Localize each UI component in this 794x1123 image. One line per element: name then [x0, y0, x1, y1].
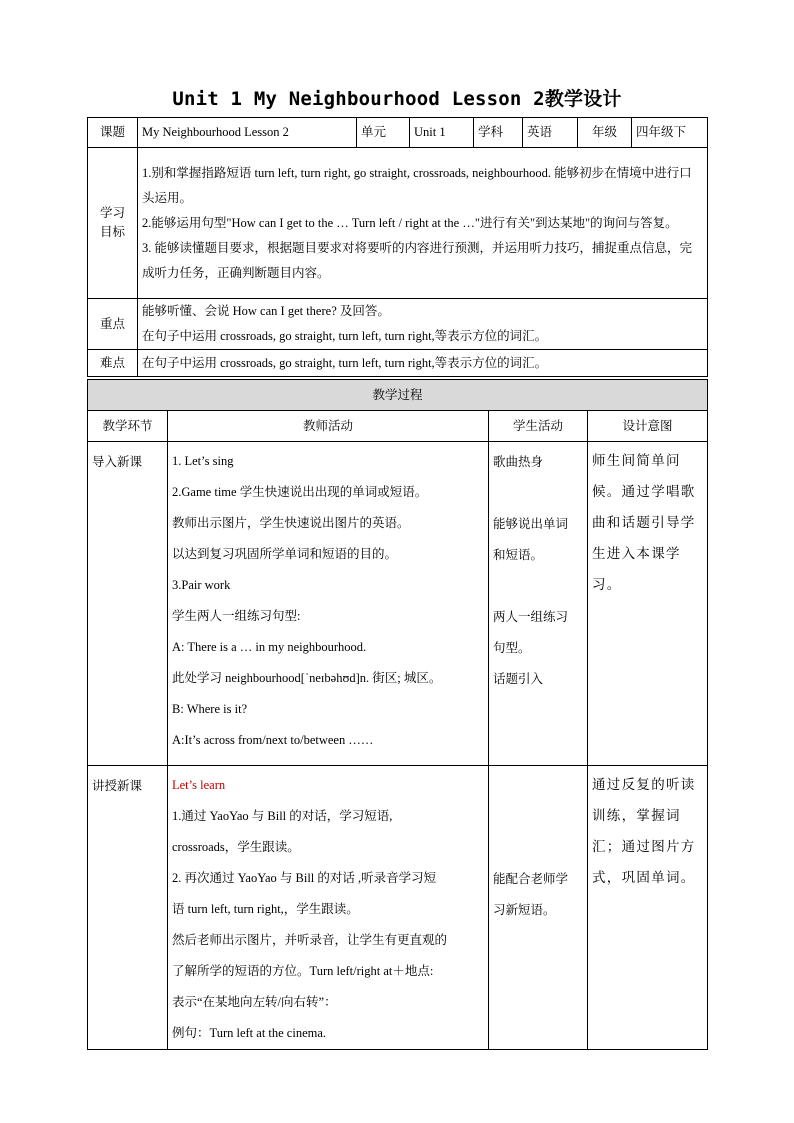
objectives-content: [138, 148, 708, 299]
teacher-line: 2.Game time 学生快速说出出现的单词或短语。: [172, 485, 428, 499]
objectives-label-2: 目标: [99, 224, 125, 239]
teacher-activity-new: [168, 766, 489, 1050]
design-text: 师生间简单问候。通过学唱歌曲和话题引导学生进入本课学习。: [592, 453, 696, 593]
student-activity-intro: [489, 442, 588, 766]
keypoints-content: [138, 299, 708, 350]
title-cn: 教学设计: [544, 88, 622, 110]
unit-value: Unit 1: [410, 118, 474, 148]
teacher-activity-intro: [168, 442, 489, 766]
process-table: [87, 379, 708, 1050]
teacher-line: 了解所学的短语的方位。Turn left/right at＋地点:: [172, 964, 434, 978]
student-line: 习新短语。: [493, 902, 556, 917]
col-design: 设计意图: [588, 411, 708, 442]
student-line: [493, 570, 583, 601]
unit-label: 单元: [357, 118, 410, 148]
subject-label: 学科: [474, 118, 523, 148]
col-student: 学生活动: [489, 411, 588, 442]
difficulty-content: [138, 350, 708, 377]
teacher-line: 2. 再次通过 YaoYao 与 Bill 的对话 ,听录音学习短: [172, 871, 437, 885]
teacher-line: 然后老师出示图片，并听录音，让学生有更直观的: [172, 933, 448, 947]
lets-learn-title: Let’s learn: [172, 778, 226, 792]
stage-intro: 导入新课: [88, 442, 168, 766]
grade-value: 四年级下: [632, 118, 708, 148]
teacher-line: 以达到复习巩固所学单词和短语的目的。: [172, 547, 398, 561]
title-en: Unit 1 My Neighbourhood Lesson 2: [172, 88, 545, 110]
teacher-line: 语 turn left, turn right,，学生跟读。: [172, 902, 359, 916]
teacher-line: B: Where is it?: [172, 702, 248, 716]
col-stage: 教学环节: [88, 411, 168, 442]
design-intent-intro: [588, 442, 708, 766]
topic-value: My Neighbourhood Lesson 2: [138, 118, 357, 148]
keypoints-label: 重点: [88, 299, 138, 350]
process-header: 教学过程: [88, 380, 708, 411]
difficulty-1: 在句子中运用 crossroads, go straight, turn left, turn right,等表示方位的词汇。: [142, 355, 548, 370]
student-line: 话题引入: [493, 671, 544, 686]
student-line: 两人一组练习: [493, 609, 569, 624]
grade-label: 年级: [578, 118, 632, 148]
objective-3: 3. 能够读懂题目要求，根据题目要求对将要听的内容进行预测，并运用听力技巧，捕捉重点信息，完成听力任务，正确判断题目内容。: [142, 240, 693, 280]
lesson-info-table: [87, 117, 708, 377]
page-title: [0, 84, 794, 111]
student-line: [493, 477, 583, 508]
subject-value: 英语: [523, 118, 578, 148]
stage-new: 讲授新课: [88, 766, 168, 1050]
student-line: 能够说出单词: [493, 516, 569, 531]
teacher-line: 1.通过 YaoYao 与 Bill 的对话，学习短语,: [172, 809, 393, 823]
teacher-line: crossroads，学生跟读。: [172, 840, 300, 854]
teacher-line: A: There is a … in my neighbourhood.: [172, 640, 367, 654]
objective-2: 2.能够运用句型"How can I get to the … Turn left / right at the …"进行有关"到达某地"的询问与答复。: [142, 215, 678, 230]
keypoint-2: 在句子中运用 crossroads, go straight, turn left, turn right,等表示方位的词汇。: [142, 329, 548, 343]
topic-label: 课题: [88, 118, 138, 148]
difficulty-label: 难点: [88, 350, 138, 377]
teacher-line: 例句：Turn left at the cinema.: [172, 1026, 327, 1040]
student-line: 和短语。: [493, 547, 544, 562]
design-intent-new: [588, 766, 708, 1050]
teacher-line: 教师出示图片，学生快速说出图片的英语。: [172, 516, 410, 530]
teacher-line: 1. Let’s sing: [172, 454, 234, 468]
design-text: 通过反复的听读训练，掌握词汇；通过图片方式，巩固单词。: [592, 777, 696, 886]
keypoint-1: 能够听懂、会说 How can I get there? 及回答。: [142, 304, 390, 318]
teacher-line: A:It’s across from/next to/between ……: [172, 733, 374, 747]
teacher-line: 此处学习 neighbourhood[ˈneɪbəhʊd]n. 街区; 城区。: [172, 671, 442, 685]
student-line: 能配合老师学: [493, 871, 569, 886]
student-line: 歌曲热身: [493, 454, 544, 469]
teacher-line: 表示“在某地向左转/向右转”：: [172, 995, 337, 1009]
objectives-label: [88, 148, 138, 299]
objectives-label-1: 学习: [99, 205, 125, 221]
objective-1: 1.别和掌握指路短语 turn left, turn right, go straight, crossroads, neighbourhood. 能够初步在情境中进行口头运用。: [142, 165, 692, 205]
teacher-line: 学生两人一组练习句型:: [172, 609, 301, 623]
student-line: 句型。: [493, 640, 531, 655]
col-teacher: 教师活动: [168, 411, 489, 442]
student-activity-new: [489, 766, 588, 1050]
teacher-line: 3.Pair work: [172, 578, 231, 592]
